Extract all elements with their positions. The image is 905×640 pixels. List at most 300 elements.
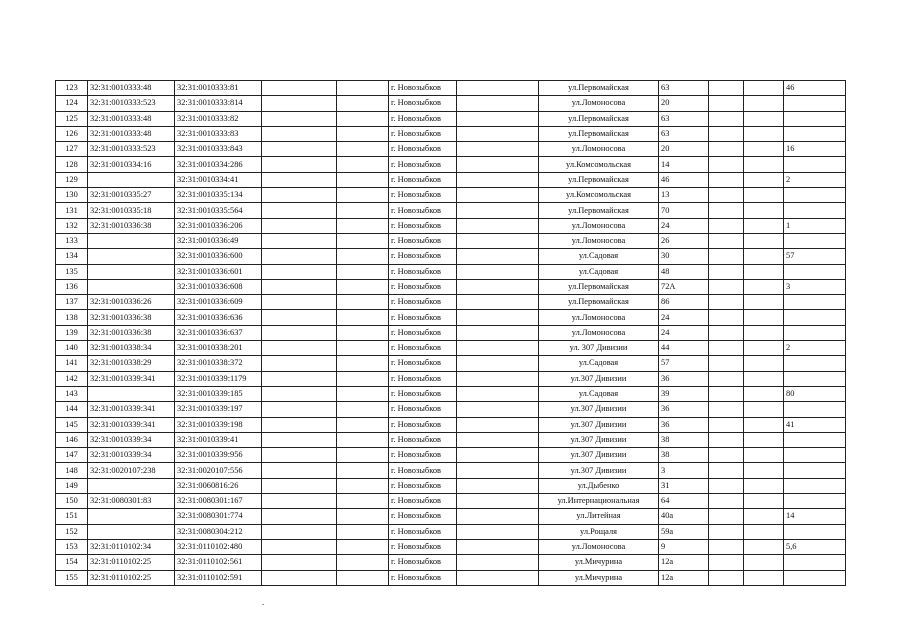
cell-col-4: [262, 172, 337, 187]
table-row: [56, 218, 846, 233]
cell-col-10: [709, 264, 744, 279]
cell-col-5: [337, 233, 389, 248]
cell-col-4: [262, 494, 337, 509]
cell-parcel-number: [88, 172, 175, 187]
cell-col-10: [709, 126, 744, 141]
cell-building-number: 32:31:0010339:1179: [175, 371, 262, 386]
table-row: [56, 555, 846, 570]
cell-col-11: [744, 264, 784, 279]
cell-row-number: 139: [56, 325, 88, 340]
cell-col-10: [709, 279, 744, 294]
cell-building-number: 32:31:0010339:197: [175, 402, 262, 417]
cell-col-4: [262, 402, 337, 417]
table-row: [56, 325, 846, 340]
cell-apartment: [784, 432, 846, 447]
cell-building-number: 32:31:0010334:41: [175, 172, 262, 187]
table-row: [56, 310, 846, 325]
cell-building-number: 32:31:0010334:286: [175, 157, 262, 172]
cell-col-11: [744, 96, 784, 111]
cell-building-number: 32:31:0010335:564: [175, 203, 262, 218]
cell-col-5: [337, 386, 389, 401]
cell-col-7: [457, 218, 539, 233]
cell-row-number: 145: [56, 417, 88, 432]
cell-col-11: [744, 402, 784, 417]
cell-city: г. Новозыбков: [389, 432, 457, 447]
cell-parcel-number: 32:31:0010336:38: [88, 325, 175, 340]
cell-street: ул.Интернациональная: [539, 494, 659, 509]
cell-col-5: [337, 325, 389, 340]
cell-col-5: [337, 203, 389, 218]
cell-col-7: [457, 341, 539, 356]
cell-col-5: [337, 264, 389, 279]
cell-apartment: [784, 157, 846, 172]
cell-house-number: 36: [659, 402, 709, 417]
cell-col-7: [457, 539, 539, 554]
cell-col-10: [709, 295, 744, 310]
cell-apartment: [784, 463, 846, 478]
cell-house-number: 59а: [659, 524, 709, 539]
cell-col-4: [262, 524, 337, 539]
cell-city: г. Новозыбков: [389, 356, 457, 371]
cell-house-number: 24: [659, 325, 709, 340]
cell-col-11: [744, 111, 784, 126]
cell-building-number: 32:31:0010336:637: [175, 325, 262, 340]
cell-col-7: [457, 448, 539, 463]
cell-city: г. Новозыбков: [389, 96, 457, 111]
cell-apartment: [784, 264, 846, 279]
cell-building-number: 32:31:0010339:41: [175, 432, 262, 447]
cell-apartment: [784, 203, 846, 218]
table-row: [56, 249, 846, 264]
cell-col-11: [744, 478, 784, 493]
cell-col-7: [457, 402, 539, 417]
cell-house-number: 38: [659, 432, 709, 447]
cell-street: ул.307 Дивизии: [539, 432, 659, 447]
cell-apartment: [784, 402, 846, 417]
cell-street: ул.307 Дивизии: [539, 371, 659, 386]
cell-col-7: [457, 570, 539, 585]
cell-building-number: 32:31:0010333:83: [175, 126, 262, 141]
cell-row-number: 129: [56, 172, 88, 187]
cell-parcel-number: 32:31:0010339:341: [88, 417, 175, 432]
cell-col-5: [337, 172, 389, 187]
cell-city: г. Новозыбков: [389, 539, 457, 554]
cell-col-4: [262, 371, 337, 386]
cell-street: ул.Первомайская: [539, 111, 659, 126]
table-row: [56, 341, 846, 356]
cell-col-10: [709, 432, 744, 447]
cell-building-number: 32:31:0010333:82: [175, 111, 262, 126]
cell-col-5: [337, 417, 389, 432]
table-row: [56, 539, 846, 554]
cell-house-number: 63: [659, 126, 709, 141]
cell-col-10: [709, 402, 744, 417]
cell-city: г. Новозыбков: [389, 249, 457, 264]
cell-col-5: [337, 310, 389, 325]
cell-col-7: [457, 96, 539, 111]
cell-row-number: 135: [56, 264, 88, 279]
cell-parcel-number: 32:31:0010333:48: [88, 81, 175, 96]
cell-apartment: [784, 570, 846, 585]
cell-col-11: [744, 295, 784, 310]
cell-house-number: 36: [659, 371, 709, 386]
cell-row-number: 150: [56, 494, 88, 509]
cell-col-7: [457, 188, 539, 203]
cell-col-4: [262, 249, 337, 264]
table-row: [56, 494, 846, 509]
cell-street: ул.Ломоносова: [539, 218, 659, 233]
cell-col-10: [709, 356, 744, 371]
cell-row-number: 154: [56, 555, 88, 570]
cell-parcel-number: [88, 264, 175, 279]
cell-col-11: [744, 233, 784, 248]
table-row: [56, 448, 846, 463]
cell-col-5: [337, 432, 389, 447]
cell-parcel-number: 32:31:0010339:34: [88, 432, 175, 447]
cell-col-7: [457, 126, 539, 141]
cell-apartment: 16: [784, 142, 846, 157]
cell-col-11: [744, 539, 784, 554]
cell-col-11: [744, 417, 784, 432]
cell-parcel-number: 32:31:0080301:83: [88, 494, 175, 509]
cell-city: г. Новозыбков: [389, 494, 457, 509]
cell-house-number: 39: [659, 386, 709, 401]
cell-col-5: [337, 295, 389, 310]
cell-apartment: 57: [784, 249, 846, 264]
cell-col-10: [709, 539, 744, 554]
table-row: [56, 570, 846, 585]
cell-col-7: [457, 295, 539, 310]
cell-col-5: [337, 188, 389, 203]
cell-row-number: 148: [56, 463, 88, 478]
cell-col-7: [457, 386, 539, 401]
cell-col-4: [262, 218, 337, 233]
cell-house-number: 3: [659, 463, 709, 478]
cell-col-5: [337, 341, 389, 356]
cell-col-4: [262, 81, 337, 96]
cell-col-5: [337, 494, 389, 509]
cell-parcel-number: 32:31:0010334:16: [88, 157, 175, 172]
cell-building-number: 32:31:0010339:198: [175, 417, 262, 432]
cell-col-4: [262, 570, 337, 585]
cell-row-number: 151: [56, 509, 88, 524]
cell-street: ул.Рощаля: [539, 524, 659, 539]
cell-apartment: 41: [784, 417, 846, 432]
cell-col-7: [457, 310, 539, 325]
cell-apartment: [784, 188, 846, 203]
cell-parcel-number: [88, 509, 175, 524]
cell-col-5: [337, 279, 389, 294]
cell-parcel-number: 32:31:0010338:34: [88, 341, 175, 356]
cell-col-7: [457, 279, 539, 294]
cell-street: ул.Комсомольская: [539, 188, 659, 203]
cell-apartment: [784, 325, 846, 340]
cell-col-4: [262, 432, 337, 447]
cell-house-number: 30: [659, 249, 709, 264]
cell-col-11: [744, 371, 784, 386]
cell-col-5: [337, 402, 389, 417]
cell-row-number: 146: [56, 432, 88, 447]
cell-street: ул.307 Дивизии: [539, 417, 659, 432]
cell-col-11: [744, 448, 784, 463]
cell-street: ул.Первомайская: [539, 81, 659, 96]
cell-col-5: [337, 570, 389, 585]
cell-city: г. Новозыбков: [389, 203, 457, 218]
cell-parcel-number: 32:31:0110102:25: [88, 570, 175, 585]
cell-street: ул.Садовая: [539, 249, 659, 264]
property-register-table: [55, 80, 846, 586]
cell-house-number: 46: [659, 172, 709, 187]
cell-col-4: [262, 295, 337, 310]
cell-city: г. Новозыбков: [389, 310, 457, 325]
cell-col-11: [744, 310, 784, 325]
cell-row-number: 142: [56, 371, 88, 386]
cell-row-number: 155: [56, 570, 88, 585]
cell-row-number: 153: [56, 539, 88, 554]
cell-city: г. Новозыбков: [389, 218, 457, 233]
cell-col-4: [262, 325, 337, 340]
cell-house-number: 24: [659, 310, 709, 325]
cell-city: г. Новозыбков: [389, 233, 457, 248]
cell-col-10: [709, 371, 744, 386]
cell-building-number: 32:31:0010335:134: [175, 188, 262, 203]
cell-col-4: [262, 96, 337, 111]
cell-row-number: 127: [56, 142, 88, 157]
cell-row-number: 140: [56, 341, 88, 356]
cell-city: г. Новозыбков: [389, 478, 457, 493]
cell-building-number: 32:31:0060816:26: [175, 478, 262, 493]
cell-parcel-number: [88, 386, 175, 401]
cell-col-5: [337, 126, 389, 141]
cell-city: г. Новозыбков: [389, 463, 457, 478]
cell-apartment: [784, 310, 846, 325]
table-row: [56, 463, 846, 478]
cell-building-number: 32:31:0080301:774: [175, 509, 262, 524]
cell-col-7: [457, 172, 539, 187]
cell-col-5: [337, 371, 389, 386]
cell-building-number: 32:31:0080304:212: [175, 524, 262, 539]
table-row: [56, 111, 846, 126]
cell-city: г. Новозыбков: [389, 402, 457, 417]
cell-col-4: [262, 157, 337, 172]
cell-parcel-number: 32:31:0010333:523: [88, 142, 175, 157]
cell-house-number: 20: [659, 96, 709, 111]
table-row: [56, 142, 846, 157]
cell-col-7: [457, 555, 539, 570]
cell-row-number: 124: [56, 96, 88, 111]
cell-row-number: 138: [56, 310, 88, 325]
cell-row-number: 152: [56, 524, 88, 539]
cell-apartment: [784, 126, 846, 141]
cell-city: г. Новозыбков: [389, 386, 457, 401]
cell-col-4: [262, 264, 337, 279]
cell-apartment: [784, 295, 846, 310]
cell-col-4: [262, 448, 337, 463]
cell-house-number: 64: [659, 494, 709, 509]
cell-city: г. Новозыбков: [389, 417, 457, 432]
table-row: [56, 417, 846, 432]
table-row: [56, 279, 846, 294]
cell-col-5: [337, 463, 389, 478]
table-row: [56, 126, 846, 141]
cell-apartment: 5,6: [784, 539, 846, 554]
cell-col-7: [457, 494, 539, 509]
cell-col-10: [709, 478, 744, 493]
cell-col-10: [709, 570, 744, 585]
cell-col-11: [744, 81, 784, 96]
cell-col-4: [262, 386, 337, 401]
cell-parcel-number: 32:31:0010333:48: [88, 126, 175, 141]
table-row: [56, 402, 846, 417]
cell-col-11: [744, 356, 784, 371]
cell-col-11: [744, 463, 784, 478]
cell-col-10: [709, 81, 744, 96]
cell-col-11: [744, 494, 784, 509]
cell-col-5: [337, 448, 389, 463]
cell-col-7: [457, 417, 539, 432]
cell-col-10: [709, 96, 744, 111]
cell-house-number: 14: [659, 157, 709, 172]
cell-row-number: 143: [56, 386, 88, 401]
cell-house-number: 13: [659, 188, 709, 203]
cell-col-11: [744, 432, 784, 447]
cell-col-10: [709, 341, 744, 356]
cell-building-number: 32:31:0010336:601: [175, 264, 262, 279]
cell-col-10: [709, 386, 744, 401]
cell-col-10: [709, 233, 744, 248]
cell-col-10: [709, 555, 744, 570]
cell-col-11: [744, 188, 784, 203]
cell-col-4: [262, 203, 337, 218]
cell-city: г. Новозыбков: [389, 126, 457, 141]
cell-parcel-number: [88, 279, 175, 294]
cell-street: ул.Ломоносова: [539, 142, 659, 157]
cell-building-number: 32:31:0010336:49: [175, 233, 262, 248]
cell-col-10: [709, 188, 744, 203]
cell-col-7: [457, 249, 539, 264]
cell-col-10: [709, 325, 744, 340]
cell-street: ул.Первомайская: [539, 126, 659, 141]
cell-apartment: [784, 356, 846, 371]
cell-col-4: [262, 310, 337, 325]
cell-col-11: [744, 142, 784, 157]
cell-col-4: [262, 126, 337, 141]
cell-street: ул.Ломоносова: [539, 325, 659, 340]
cell-col-7: [457, 325, 539, 340]
cell-col-11: [744, 249, 784, 264]
cell-street: ул.Садовая: [539, 356, 659, 371]
cell-col-4: [262, 509, 337, 524]
table-row: [56, 478, 846, 493]
cell-col-4: [262, 279, 337, 294]
table-row: [56, 203, 846, 218]
cell-col-5: [337, 142, 389, 157]
cell-apartment: 14: [784, 509, 846, 524]
cell-street: ул.Садовая: [539, 386, 659, 401]
cell-parcel-number: 32:31:0010338:29: [88, 356, 175, 371]
cell-col-4: [262, 341, 337, 356]
cell-col-4: [262, 539, 337, 554]
cell-col-7: [457, 478, 539, 493]
cell-col-11: [744, 509, 784, 524]
cell-building-number: 32:31:0010336:608: [175, 279, 262, 294]
cell-row-number: 144: [56, 402, 88, 417]
cell-row-number: 133: [56, 233, 88, 248]
cell-col-4: [262, 478, 337, 493]
cell-city: г. Новозыбков: [389, 172, 457, 187]
cell-apartment: 80: [784, 386, 846, 401]
cell-col-10: [709, 218, 744, 233]
cell-building-number: 32:31:0010333:814: [175, 96, 262, 111]
cell-col-7: [457, 371, 539, 386]
cell-col-4: [262, 463, 337, 478]
cell-col-4: [262, 555, 337, 570]
cell-house-number: 63: [659, 111, 709, 126]
cell-city: г. Новозыбков: [389, 371, 457, 386]
cell-apartment: [784, 524, 846, 539]
cell-street: ул.Ломоносова: [539, 233, 659, 248]
table-body: [56, 81, 846, 586]
cell-city: г. Новозыбков: [389, 264, 457, 279]
cell-building-number: 32:31:0020107:556: [175, 463, 262, 478]
cell-building-number: 32:31:0080301:167: [175, 494, 262, 509]
cell-apartment: [784, 233, 846, 248]
cell-row-number: 149: [56, 478, 88, 493]
cell-col-7: [457, 356, 539, 371]
cell-row-number: 131: [56, 203, 88, 218]
cell-row-number: 147: [56, 448, 88, 463]
cell-house-number: 40а: [659, 509, 709, 524]
cell-col-4: [262, 356, 337, 371]
cell-parcel-number: [88, 478, 175, 493]
cell-col-10: [709, 524, 744, 539]
cell-parcel-number: 32:31:0010339:341: [88, 402, 175, 417]
cell-city: г. Новозыбков: [389, 555, 457, 570]
cell-street: ул.Первомайская: [539, 203, 659, 218]
cell-col-5: [337, 524, 389, 539]
cell-parcel-number: 32:31:0010339:341: [88, 371, 175, 386]
cell-row-number: 126: [56, 126, 88, 141]
cell-street: ул.Первомайская: [539, 172, 659, 187]
cell-house-number: 44: [659, 341, 709, 356]
cell-building-number: 32:31:0110102:480: [175, 539, 262, 554]
cell-street: ул.Ломоносова: [539, 539, 659, 554]
cell-col-10: [709, 157, 744, 172]
cell-col-5: [337, 96, 389, 111]
cell-parcel-number: 32:31:0110102:34: [88, 539, 175, 554]
cell-col-10: [709, 417, 744, 432]
cell-col-7: [457, 111, 539, 126]
cell-house-number: 36: [659, 417, 709, 432]
cell-parcel-number: [88, 524, 175, 539]
cell-col-7: [457, 524, 539, 539]
cell-col-11: [744, 157, 784, 172]
cell-col-11: [744, 570, 784, 585]
cell-street: ул.Комсомольская: [539, 157, 659, 172]
table-row: [56, 188, 846, 203]
cell-col-11: [744, 279, 784, 294]
cell-street: ул.Садовая: [539, 264, 659, 279]
table-row: [56, 371, 846, 386]
cell-apartment: 2: [784, 172, 846, 187]
cell-row-number: 128: [56, 157, 88, 172]
cell-parcel-number: 32:31:0020107:238: [88, 463, 175, 478]
cell-col-5: [337, 509, 389, 524]
cell-row-number: 123: [56, 81, 88, 96]
cell-parcel-number: 32:31:0010333:48: [88, 111, 175, 126]
cell-street: ул.307 Дивизии: [539, 402, 659, 417]
table-row: [56, 524, 846, 539]
